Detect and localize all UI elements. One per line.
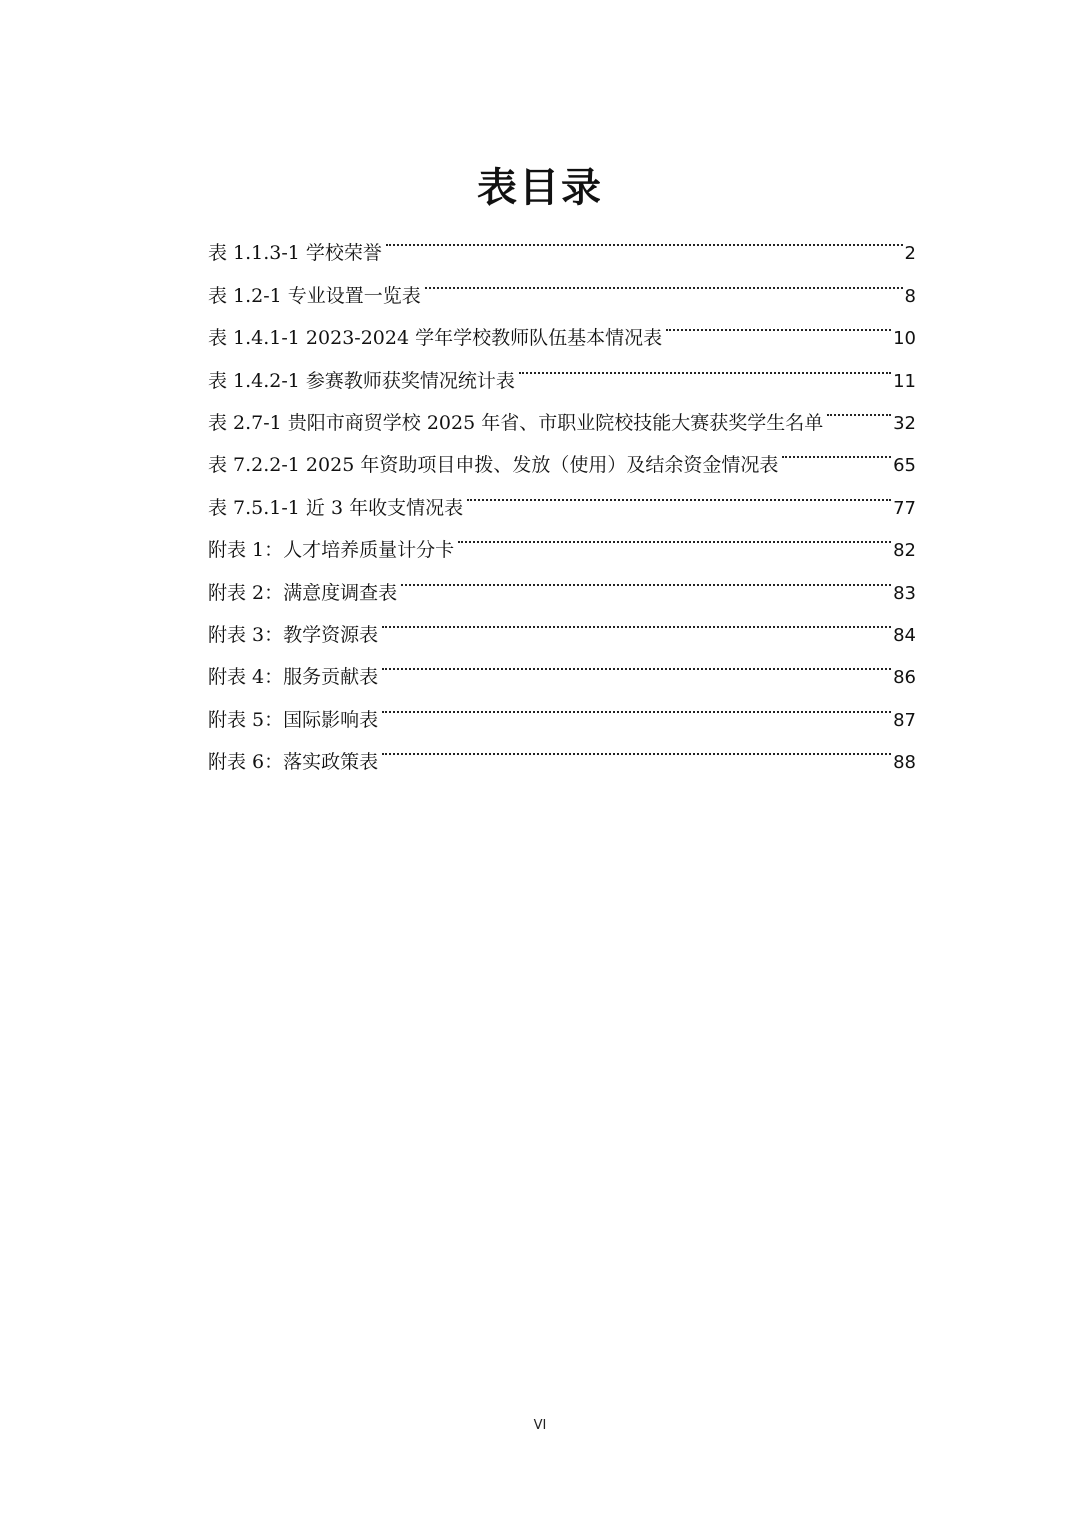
toc-entry-label: 附表 1：人才培养质量计分卡: [208, 539, 455, 562]
toc-dot-leader: [467, 471, 891, 513]
toc-entry-label: 附表 5：国际影响表: [208, 708, 379, 731]
toc-entry-page: 84: [893, 624, 916, 646]
toc-entry-label: 附表 2：满意度调查表: [208, 581, 398, 604]
toc-entry-label: 表 7.5.1-1 近 3 年收支情况表: [208, 496, 464, 519]
toc-dot-leader: [386, 217, 903, 259]
table-of-contents: [208, 217, 916, 774]
toc-entry-page: 32: [893, 412, 916, 434]
toc-entry-page: 87: [893, 709, 916, 731]
toc-entry-label: 表 1.4.1-1 2023-2024 学年学校教师队伍基本情况表: [208, 327, 663, 350]
toc-entry-label: 附表 4：服务贡献表: [208, 666, 379, 689]
toc-entry-label: 表 1.2-1 专业设置一览表: [208, 284, 421, 307]
toc-entry-page: 83: [893, 582, 916, 604]
toc-entry[interactable]: [208, 217, 916, 265]
page-number: VI: [533, 1418, 547, 1433]
toc-entry-label: 表 1.1.3-1 学校荣誉: [208, 242, 382, 265]
toc-dot-leader: [382, 599, 891, 641]
toc-dot-leader: [666, 302, 891, 344]
toc-entry-label: 附表 3：教学资源表: [208, 623, 379, 646]
toc-entry-page: 10: [893, 328, 916, 350]
toc-entry-page: 8: [904, 285, 916, 307]
toc-entry-page: 11: [893, 370, 916, 392]
toc-entry-page: 88: [893, 752, 916, 774]
toc-entry-page: 2: [904, 243, 916, 265]
toc-entry-label: 附表 6：落实政策表: [208, 751, 379, 774]
toc-dot-leader: [425, 259, 903, 301]
page-title: 表目录: [477, 165, 603, 211]
toc-dot-leader: [827, 387, 891, 429]
toc-dot-leader: [782, 429, 891, 471]
toc-entry-label: 表 7.2.2-1 2025 年资助项目申拨、发放（使用）及结余资金情况表: [208, 454, 779, 477]
toc-entry-page: 65: [893, 455, 916, 477]
toc-entry-label: 表 2.7-1 贵阳市商贸学校 2025 年省、市职业院校技能大赛获奖学生名单: [208, 411, 824, 434]
toc-entry-page: 77: [893, 497, 916, 519]
toc-dot-leader: [401, 556, 891, 598]
toc-dot-leader: [382, 641, 891, 683]
toc-entry-label: 表 1.4.2-1 参赛教师获奖情况统计表: [208, 369, 515, 392]
toc-dot-leader: [458, 514, 891, 556]
toc-dot-leader: [519, 344, 891, 386]
toc-dot-leader: [382, 726, 891, 768]
toc-entry-page: 82: [893, 540, 916, 562]
toc-entry-page: 86: [893, 667, 916, 689]
toc-dot-leader: [382, 683, 891, 725]
